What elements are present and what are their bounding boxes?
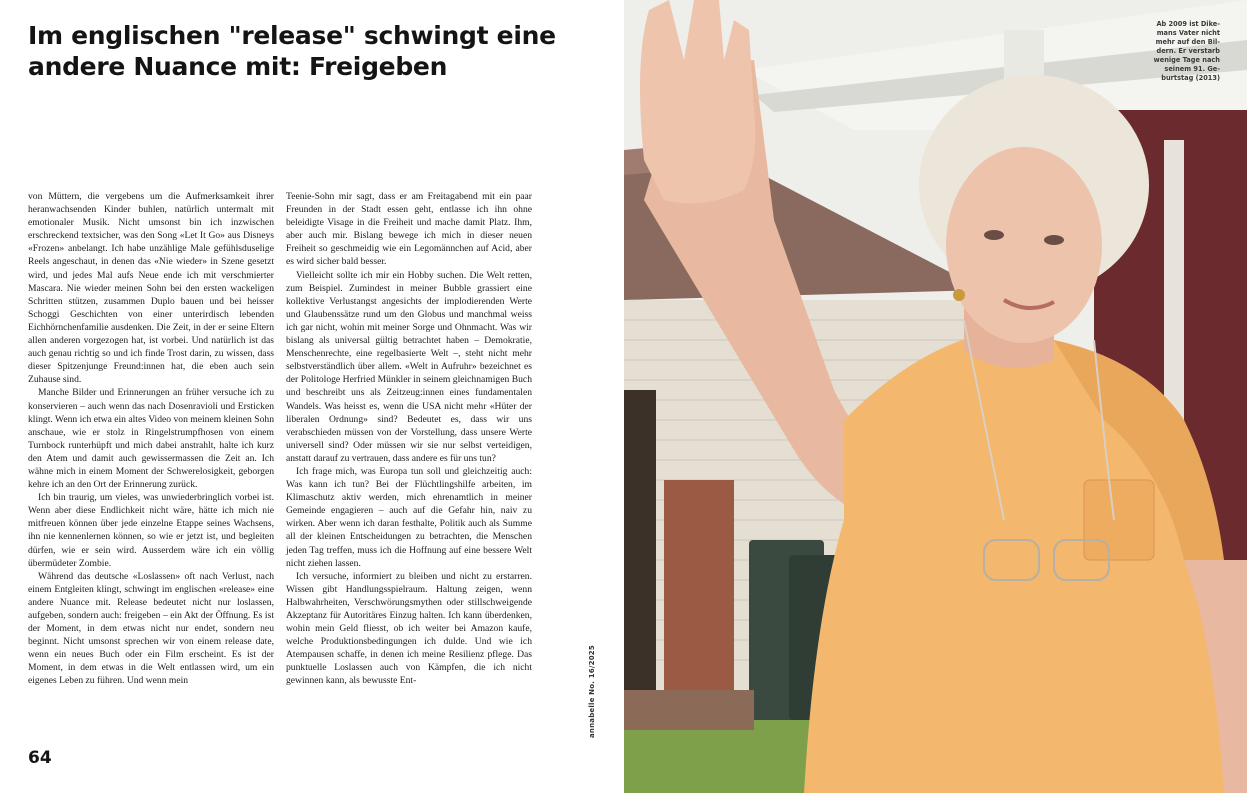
paragraph: von Müttern, die vergebens um die Aufmerksamkeit ihrer heranwachsenden Kinder buhlen, natürlich untermalt mit emotionaler Musik. Nicht umsonst bin ich inzwischen erschreckend textsicher, was den Song «Let It Go» aus Disneys «Frozen» anbelangt. Ich habe unzählige Male gefühlsduselige Reels angeschaut, in denen das «Nie wieder» in Szene gesetzt wird, und jedes Mal aufs Neue ende ich mit verschmierter Mascara. Nie wieder meinen Sohn bei den ersten wackeligen Schritten stützen, zusammen Duplo bauen und bei heisser Schoggi Geschichten von einer unterirdisch lebenden Eichhörnchenfamilie ausdenken. Die Zeit, in der er seine Eltern allen anderen vorgezogen hat, ist vorbei. Und natürlich ist das auch genau richtig so und ich finde Trost darin, zu wissen, dass dieser Spitzenjunge Freund:innen hat, die eben auch sein Zuhause sind. bbox=[28, 191, 274, 386]
issue-folio: annabelle No. 16/2025 bbox=[588, 645, 596, 738]
caption-line: Ab 2009 ist Dike- bbox=[1156, 20, 1220, 28]
photo-caption bbox=[1150, 20, 1220, 83]
caption-line: seinem 91. Ge- bbox=[1164, 65, 1220, 73]
caption-line: dern. Er verstarb bbox=[1156, 47, 1220, 55]
page-number: 64 bbox=[28, 748, 52, 768]
article-column-1 bbox=[28, 190, 274, 688]
paragraph: Ich versuche, informiert zu bleiben und nicht zu erstarren. Wissen gibt Handlungsspielraum. Haltung zeigen, wenn Halbwahrheiten, Verschwörungsmythen oder stillschweigende Akzeptanz für Autoritäres Einzug halten. Ich kann überdenken, wohin mein Geld fliesst, ob ich weiter bei Amazon kaufe, welche Produktionsbedingungen ich dulde. Und wie ich Atempausen schaffe, in denen ich meine Resilienz pflege. Das punktuelle Loslassen auch von Kämpfen, die ich nicht gewinnen kann, als bewusste Ent- bbox=[286, 570, 532, 687]
article-column-2 bbox=[286, 190, 532, 688]
headline-line-1: Im englischen "release" schwingt eine bbox=[28, 21, 556, 50]
paragraph: Während das deutsche «Loslassen» oft nach Verlust, nach einem Entgleiten klingt, schwingt im englischen «release» eine andere Nuance mit. Release bedeutet nicht nur loslassen, aufgeben, sondern auch: freigeben – ein Akt der Öffnung. Es ist der Moment, in dem etwas nicht nur endet, sondern neu beginnt. Nicht umsonst sprechen wir von einem release date, wenn ein neues Buch oder ein Film erscheint. Es ist der Moment, in dem etwas in die Welt entlassen wird, um ein eigenes Leben zu führen. Und wenn mein bbox=[28, 570, 274, 687]
photo-elderly-woman-waving bbox=[624, 0, 1247, 793]
caption-line: wenige Tage nach bbox=[1153, 56, 1220, 64]
headline bbox=[28, 20, 568, 82]
headline-line-2: andere Nuance mit: Freigeben bbox=[28, 52, 448, 81]
paragraph: Ich frage mich, was Europa tun soll und gleichzeitig auch: Was kann ich tun? Bei der Flüchtlingshilfe arbeiten, im Klimaschutz aktiv werden, mich ehrenamtlich in meiner Gemeinde engagieren – auch auf die Gefahr hin, naiv zu wirken. Aber wenn ich daran festhalte, Politik auch als Summe all der kleinen Entscheidungen zu betrachten, die Menschen jeden Tag treffen, muss ich die Hoffnung auf eine bessere Welt nicht ziehen lassen. bbox=[286, 465, 532, 569]
paragraph: Ich bin traurig, um vieles, was unwiederbringlich vorbei ist. Wenn aber diese Endlichkeit nicht wäre, hätte ich mich nie mitfreuen können über jede einzelne Etappe seines Wachsens, ihn nie kennenlernen können, so wie er jetzt ist, und begleiten dürfen, wie er sein wird. Ausserdem wäre ich ein völlig übermüdeter Zombie. bbox=[28, 492, 274, 569]
caption-line: mans Vater nicht bbox=[1156, 29, 1220, 37]
paragraph: Manche Bilder und Erinnerungen an früher versuche ich zu konservieren – auch wenn das nach Dosenravioli und Ersticken klingt. Wenn ich etwa ein altes Video von meinem kleinen Sohn anschaue, wie er stolz in Ringelstrumpfhosen von einem Turnbock runterhüpft und mich dabei anstrahlt, halte ich kurz den Atem und damit auch gewissermassen die Zeit an. Ich wähne mich in einem Moment der Schwerelosigkeit, geborgen kehre ich an den Ort der Erinnerung zurück. bbox=[28, 387, 274, 491]
paragraph: Vielleicht sollte ich mir ein Hobby suchen. Die Welt retten, zum Beispiel. Zumindest in meiner Bubble grassiert eine kollektive Verlustangst angesichts der implodierenden Werte und Glaubenssätze rund um den Globus und manchmal weiss ich gar nicht, wohin mit meiner Sorge und Ohnmacht. Was wir bislang als universal gültig betrachtet haben – Demokratie, Menschenrechte, eine regelbasierte Welt –, steht nicht mehr selbstverständlich über allem. «Welt in Aufruhr» bezeichnet es der Politologe Herfried Münkler in seinem gleichnamigen Buch und beschreibt uns als Zeitzeug:innen eines fundamentalen Wandels. Was heisst es, wenn die USA nicht mehr «Hüter der liberalen Ordnung» sind? Bedeutet es, dass wir uns verabschieden müssen von der Vorstellung, dass unsere Werte universell sind? Oder müssen wir sie nur selbst verteidigen, anstatt darauf zu vertrauen, dass andere es für uns tun? bbox=[286, 269, 532, 464]
caption-line: burtstag (2013) bbox=[1161, 74, 1220, 82]
photo-illustration bbox=[624, 0, 1247, 793]
paragraph: Teenie-Sohn mir sagt, dass er am Freitagabend mit ein paar Freunden in der Stadt essen geht, entlasse ich ihn ohne beleidigte Visage in die Freiheit und mache damit Platz. Ihm, aber auch mir. Bislang bewege ich mich in dieser neuen Freiheit so geschmeidig wie ein Legomännchen auf Acid, aber es wird sicher bald besser. bbox=[286, 191, 532, 268]
caption-line: mehr auf den Bil- bbox=[1155, 38, 1220, 46]
